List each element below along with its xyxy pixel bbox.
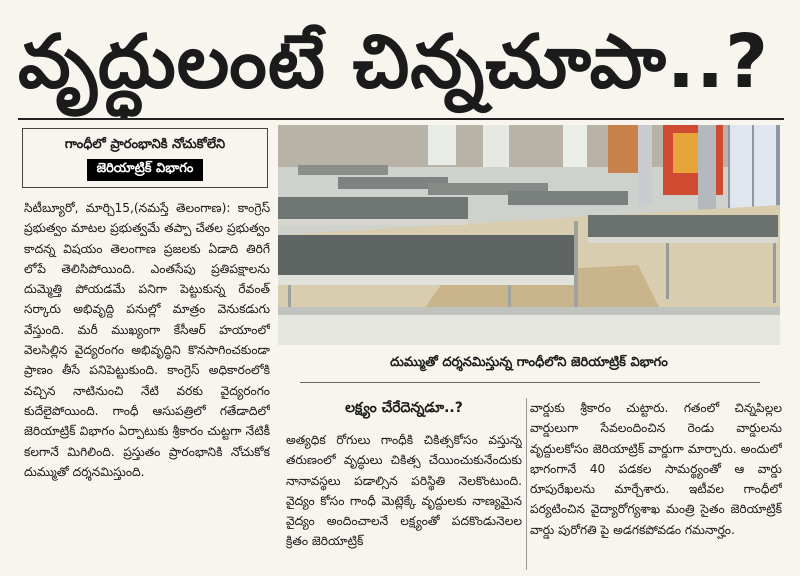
article-paragraph-left: సిటీబ్యూరో, మార్చి15,(నమస్తే తెలంగాణ): కాంగ్రెస్ ప్రభుత్వం మాటల ప్రభుత్వమే తప్పా చేతల ప్రభుత్వం కాదన్న విషయం తెలంగాణ ప్రజలకు ఏడాది తిరిగే లోపే తెలిసిపోయింది. ఎంతసేపు ప్రతిపక్షాలను దుమ్మెత్తి పోయడమే పనిగా పెట్టుకున్న రేవంత్ సర్కారు అభివృద్ది పనుల్లో మాత్రం వెనుకడుగు వేస్తుంది. మరీ ముఖ్యంగా కేసీఆర్ హయాంలో వెలసిల్లిన వైద్యరంగం అభివృద్ధిని కొనసాగించకుండా ప్రాణం తీసే పనిపెట్టుకుంది. కాంగ్రెస్ అధికారంలోకి వచ్చిన నాటినుంచి నేటి వరకు వైద్యరంగం కుదేలైపోయింది. గాంధీ ఆసుపత్రిలో గతేడాదిలో జెరియాట్రిక్ విభాగం ఏర్పాటుకు శ్రీకారం చుట్టగా నేటికీ కలగానే మిగిలింది. ప్రస్తుతం ప్రారంభానికి నోచుకోక దుమ్ముతో దర్శనమిస్తుంది. (24, 201, 270, 479)
headline: వృద్ధులంటే చిన్నచూపా..? (18, 19, 770, 105)
subhead: లక్ష్యం చేరేదెన్నడూ..? (345, 400, 463, 416)
column-divider (526, 398, 527, 570)
headline-rule (18, 118, 784, 120)
article-column-left (24, 198, 270, 570)
article-column-right (530, 398, 782, 572)
caption-underline (300, 382, 760, 383)
ward-photo-illustration (278, 125, 780, 345)
kicker-box (22, 128, 268, 188)
article-paragraph-right: వార్డుకు శ్రీకారం చుట్టారు. గతంలో చిన్నపిల్లల వార్డులుగా సేవలందించిన రెండు వార్డులను వృద్దులకోసం జెరియాట్రిక్ వార్డుగా మార్చారు. అందులో భాగంగానే 40 పడకల సామర్థ్యంతో ఆ వార్డు రూపురేఖలను మార్చేశారు. ఇటీవల గాంధీలో పర్యటించిన వైద్యారోగ్యశాఖ మంత్రి సైతం జెరియాట్రిక్ వార్డు పురోగతి పై అడగకపోవడం గమనార్హం. (530, 401, 782, 537)
photo-caption: దుమ్ముతో దర్శనమిస్తున్న గాంధీలోని జెరియాట్రిక్ విభాగం (390, 355, 668, 370)
kicker-line-2: జెరియాట్రిక్ విభాగం (87, 159, 204, 181)
kicker-line-1: గాంధీలో ప్రారంభానికి నోచుకోలేని (64, 137, 226, 152)
ward-photo (278, 125, 780, 345)
article-column-middle (286, 430, 522, 572)
article-paragraph-middle: అత్యధిక రోగులు గాంధీకి చికిత్సకోసం వస్తున్న తరుణంలో వృద్ధులు చికిత్స చేయించుకునేందుకు నానావస్థలు పడాల్సిన పరిస్థితి నెలకొంటుంది. వైద్యం కోసం గాంధీ మెట్లెక్కే వృద్దులకు నాణ్యమైన వైద్యం అందించాలనే లక్ష్యంతో పదకొండునెలల క్రితం జెరియాట్రిక్ (286, 433, 522, 549)
